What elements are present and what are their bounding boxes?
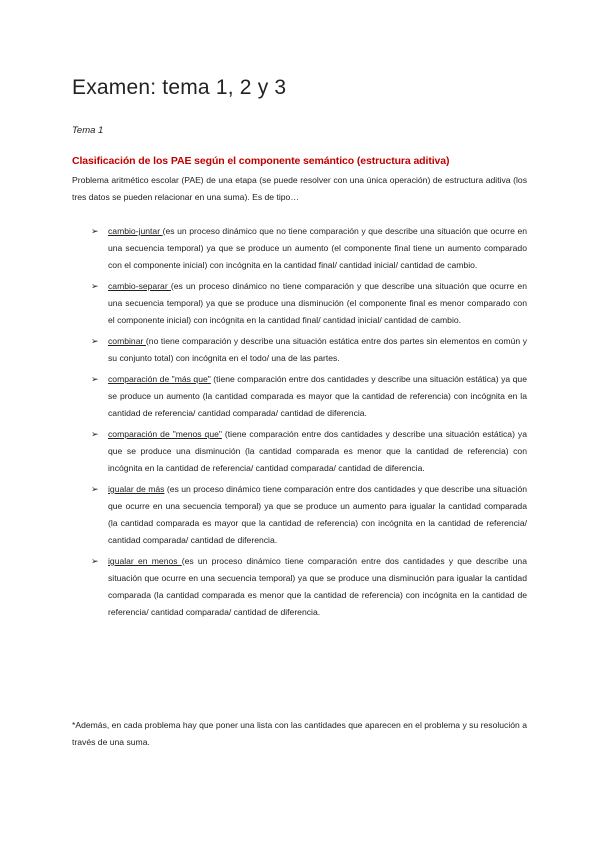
- type-term: igualar de más: [108, 484, 165, 494]
- type-description: (es un proceso dinámico que no tiene comparación y que describe una situación que ocurre en una secuencia temporal) ya que se produce un aumento (el componente final tiene un aumento comparado con el componente inicial) con incógnita en la cantidad final/ cantidad inicial/ cantidad de cambio.: [108, 226, 528, 270]
- intro-paragraph: Problema aritmético escolar (PAE) de una etapa (se puede resolver con una única operación) de estructura aditiva (los tres datos se pueden relacionar en una suma). Es de tipo…: [72, 175, 527, 202]
- arrow-bullet-icon: ➢: [91, 556, 99, 566]
- type-description: (es un proceso dinámico tiene comparación entre dos cantidades y que describe una situación que ocurre en una secuencia temporal) ya que se produce una disminución para igualar la cantidad comparada (la cantidad comparada es menor que la cantidad de referencia) con incógnita en la cantidad de referencia/ cantidad comparada/ cantidad de diferencia.: [108, 556, 527, 617]
- type-term: combinar: [108, 336, 146, 346]
- arrow-bullet-icon: ➢: [91, 226, 99, 236]
- type-description: (no tiene comparación y describe una situación estática entre dos partes sin elementos en común y su conjunto total) con incógnita en el todo/ una de las partes.: [108, 336, 527, 363]
- type-term: cambio-juntar: [108, 226, 163, 236]
- list-item: [91, 553, 527, 621]
- type-term: comparación de "menos que": [108, 429, 222, 439]
- type-description: (tiene comparación entre dos cantidades y describe una situación estática) ya que se produce una disminución (la cantidad comparada es menor que la cantidad de referencia) con incógnita en la cantidad de referencia/ cantidad comparada/ cantidad de diferencia.: [108, 429, 528, 473]
- section-heading: Clasificación de los PAE según el componente semántico (estructura aditiva): [72, 155, 450, 167]
- arrow-bullet-icon: ➢: [91, 336, 99, 346]
- arrow-bullet-icon: ➢: [91, 374, 99, 384]
- problem-type-list: [91, 223, 527, 625]
- document-title: Examen: tema 1, 2 y 3: [72, 76, 287, 99]
- list-item: [91, 481, 527, 549]
- list-item: [91, 371, 527, 422]
- type-term: comparación de "más que": [108, 374, 211, 384]
- list-item: [91, 278, 527, 329]
- section-subtitle: Tema 1: [72, 125, 104, 136]
- footnote-paragraph: *Además, en cada problema hay que poner una lista con las cantidades que aparecen en el problema y su resolución a través de una suma.: [72, 720, 527, 747]
- arrow-bullet-icon: ➢: [91, 429, 99, 439]
- type-term: igualar en menos: [108, 556, 182, 566]
- arrow-bullet-icon: ➢: [91, 281, 99, 291]
- type-description: (es un proceso dinámico no tiene comparación y que describe una situación que ocurre en una secuencia temporal) ya que se produce una disminución (el componente final es menor comparado con el componente inicial) con incógnita en la cantidad final/ cantidad inicial/ cantidad de cambio.: [108, 281, 527, 325]
- list-item: [91, 333, 527, 367]
- list-item: [91, 426, 527, 477]
- type-term: cambio-separar: [108, 281, 171, 291]
- list-item: [91, 223, 527, 274]
- type-description: (tiene comparación entre dos cantidades y describe una situación estática) ya que se produce un aumento (la cantidad comparada es mayor que la cantidad de referencia) con incógnita en la cantidad de referencia/ cantidad comparada/ cantidad de diferencia.: [108, 374, 527, 418]
- arrow-bullet-icon: ➢: [91, 484, 99, 494]
- type-description: (es un proceso dinámico tiene comparación entre dos cantidades y que describe una situación que ocurre en una secuencia temporal) ya que se produce un aumento para igualar la cantidad comparada (la cantidad comparada es mayor que la cantidad de referencia) con incógnita en la cantidad de referencia/ cantidad comparada/ cantidad de diferencia.: [108, 484, 527, 545]
